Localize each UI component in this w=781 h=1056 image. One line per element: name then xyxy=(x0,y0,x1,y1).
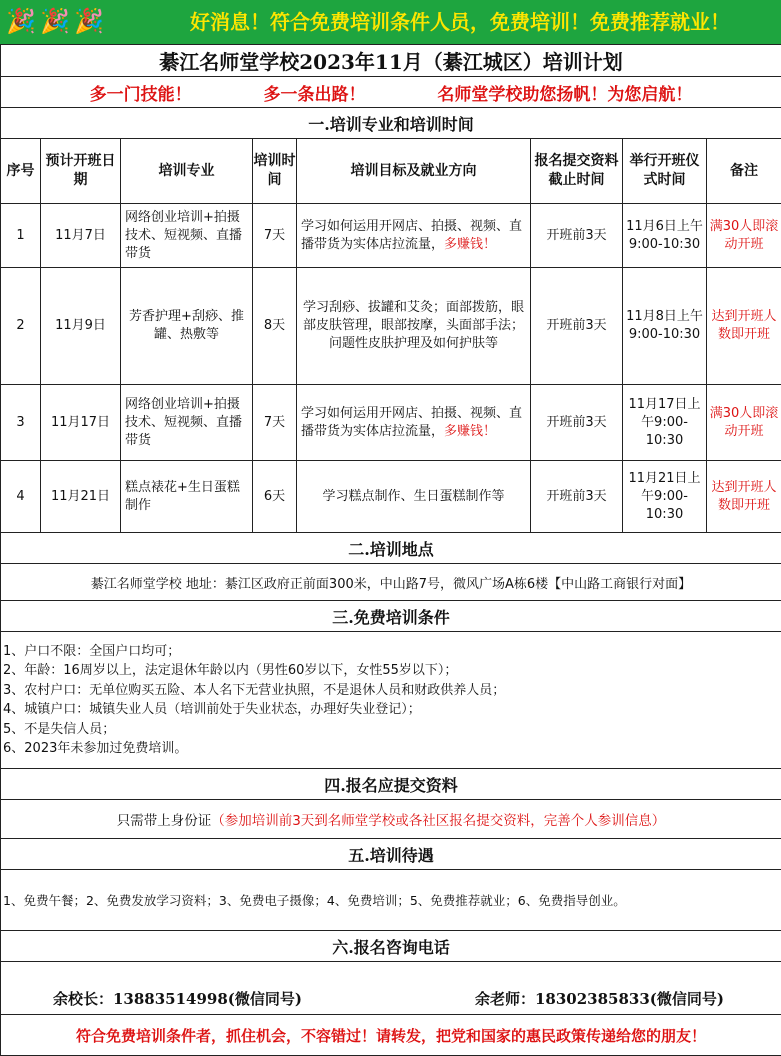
header-cell: 举行开班仪式时间 xyxy=(623,139,707,204)
cell-note: 满30人即滚动开班 xyxy=(707,204,781,268)
condition-item: 4、城镇户口：城镇失业人员（培训前处于失业状态，办理好失业登记）； xyxy=(3,700,781,720)
cell-days: 6天 xyxy=(253,461,297,533)
condition-item: 5、不是失信人员； xyxy=(3,720,781,740)
goal-text: 学习如何运用开网店、拍摄、视频、直播带货为实体店拉流量， xyxy=(301,406,522,439)
cell-major: 网络创业培训+拍摄技术、短视频、直播带货 xyxy=(121,385,253,461)
contact-principal[interactable]: 余校长：13883514998(微信同号) xyxy=(53,988,302,1009)
conditions-list xyxy=(1,632,781,769)
header-cell: 培训目标及就业方向 xyxy=(297,139,531,204)
cell-date: 11月17日 xyxy=(41,385,121,461)
header-cell: 报名提交资料截止时间 xyxy=(531,139,623,204)
cell-deadline: 开班前3天 xyxy=(531,204,623,268)
cell-deadline: 开班前3天 xyxy=(531,385,623,461)
section-heading-6: 六.报名咨询电话 xyxy=(1,931,781,962)
cell-goal xyxy=(297,204,531,268)
benefits-text: 1、免费午餐；2、免费发放学习资料；3、免费电子摄像；4、免费培训；5、免费推荐就业；6、免费指导创业。 xyxy=(1,870,781,931)
cell-ceremony: 11月17日上午9:00-10:30 xyxy=(623,385,707,461)
cell-goal xyxy=(297,461,531,533)
cell-no: 1 xyxy=(1,204,41,268)
address-text: 綦江名师堂学校 地址：綦江区政府正前面300米，中山路7号，微风广场A栋6楼【中山路工商银行对面】 xyxy=(1,564,781,601)
party-popper-icon: 🎉 xyxy=(74,4,102,38)
cell-goal xyxy=(297,268,531,385)
slogan-3: 名师堂学校助您扬帆！为您启航！ xyxy=(437,85,692,105)
party-popper-icon: 🎉 xyxy=(40,4,68,38)
goal-highlight: 多赚钱！ xyxy=(444,424,496,439)
goal-text: 学习如何运用开网店、拍摄、视频、直播带货为实体店拉流量， xyxy=(301,219,522,252)
banner-text: 好消息！符合免费培训条件人员，免费培训！免费推荐就业！ xyxy=(140,0,780,44)
header-cell: 备注 xyxy=(707,139,781,204)
cell-major: 糕点裱花+生日蛋糕制作 xyxy=(121,461,253,533)
cell-ceremony: 11月6日上午9:00-10:30 xyxy=(623,204,707,268)
cell-no: 4 xyxy=(1,461,41,533)
section-heading-5: 五.培训待遇 xyxy=(1,839,781,870)
materials-main: 只需带上身份证 xyxy=(117,813,212,829)
materials-text xyxy=(1,800,781,839)
cell-days: 8天 xyxy=(253,268,297,385)
table-row xyxy=(1,461,781,533)
slogan-row xyxy=(1,77,781,108)
contacts-row xyxy=(1,962,781,1015)
table-row xyxy=(1,385,781,461)
footer-message: 符合免费培训条件者，抓住机会，不容错过！请转发，把党和国家的惠民政策传递给您的朋友！ xyxy=(1,1015,781,1056)
cell-note: 达到开班人数即开班 xyxy=(707,461,781,533)
cell-no: 2 xyxy=(1,268,41,385)
slogan-2: 多一条出路！ xyxy=(264,85,366,105)
section-heading-3: 三.免费培训条件 xyxy=(1,601,781,632)
cell-ceremony: 11月21日上午9:00-10:30 xyxy=(623,461,707,533)
goal-text: 学习糕点制作、生日蛋糕制作等 xyxy=(322,489,504,504)
cell-deadline: 开班前3天 xyxy=(531,268,623,385)
slogan-1: 多一门技能！ xyxy=(90,85,192,105)
top-banner xyxy=(0,0,781,44)
condition-item: 2、年龄：16周岁以上，法定退休年龄以内（男性60岁以下，女性55岁以下）； xyxy=(3,661,781,681)
cell-date: 11月9日 xyxy=(41,268,121,385)
goal-text: 学习刮痧、拔罐和艾灸；面部拨筋，眼部皮肤管理，眼部按摩，头面部手法；问题性皮肤护理及如何护肤等 xyxy=(303,300,524,351)
cell-note: 满30人即滚动开班 xyxy=(707,385,781,461)
cell-deadline: 开班前3天 xyxy=(531,461,623,533)
party-popper-icon: 🎉 xyxy=(6,4,34,38)
cell-ceremony: 11月8日上午9:00-10:30 xyxy=(623,268,707,385)
cell-days: 7天 xyxy=(253,204,297,268)
cell-major: 网络创业培训+拍摄技术、短视频、直播带货 xyxy=(121,204,253,268)
cell-date: 11月7日 xyxy=(41,204,121,268)
training-plan-sheet xyxy=(0,44,781,1056)
table-header xyxy=(1,139,781,204)
contact-teacher[interactable]: 余老师：18302385833(微信同号) xyxy=(475,988,724,1009)
table-row xyxy=(1,204,781,268)
header-cell: 预计开班日期 xyxy=(41,139,121,204)
cell-goal xyxy=(297,385,531,461)
header-cell: 培训专业 xyxy=(121,139,253,204)
cell-date: 11月21日 xyxy=(41,461,121,533)
condition-item: 6、2023年未参加过免费培训。 xyxy=(3,739,781,759)
condition-item: 1、户口不限：全国户口均可； xyxy=(3,642,781,662)
condition-item: 3、农村户口：无单位购买五险、本人名下无营业执照，不是退休人员和财政供养人员； xyxy=(3,681,781,701)
section-heading-4: 四.报名应提交资料 xyxy=(1,769,781,800)
page-title: 綦江名师堂学校2023年11月（綦江城区）培训计划 xyxy=(1,45,781,77)
cell-no: 3 xyxy=(1,385,41,461)
cell-major: 芳香护理+刮痧、推罐、热敷等 xyxy=(121,268,253,385)
header-cell: 培训时间 xyxy=(253,139,297,204)
section-heading-1: 一.培训专业和培训时间 xyxy=(1,108,781,139)
goal-highlight: 多赚钱！ xyxy=(444,237,496,252)
table-row xyxy=(1,268,781,385)
cell-note: 达到开班人数即开班 xyxy=(707,268,781,385)
cell-days: 7天 xyxy=(253,385,297,461)
header-cell: 序号 xyxy=(1,139,41,204)
section-heading-2: 二.培训地点 xyxy=(1,533,781,564)
materials-note: （参加培训前3天到名师堂学校或各社区报名提交资料，完善个人参训信息） xyxy=(211,813,665,829)
